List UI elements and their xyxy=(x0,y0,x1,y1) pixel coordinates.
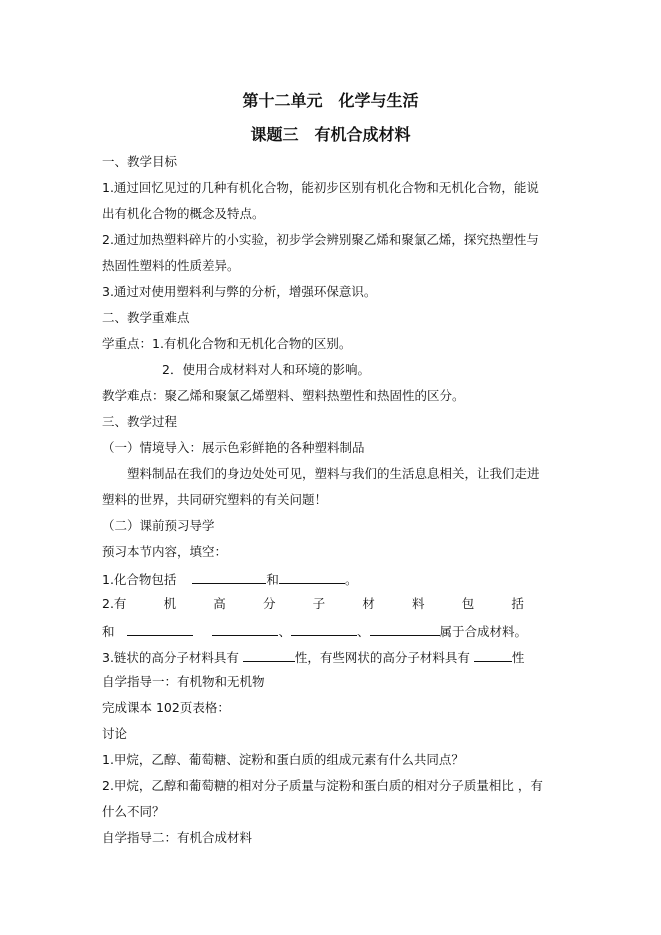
intro-paragraph-line-1: 塑料制品在我们的身边处处可见，塑料与我们的生活息息相关，让我们走进 xyxy=(127,466,540,481)
question-2-sep: 、 xyxy=(357,624,370,639)
self-study-1-task: 完成课本 102页表格： xyxy=(102,700,230,715)
key-point-1: 学重点：1.有机化合物和无机化合物的区别。 xyxy=(102,336,352,351)
fill-blank[interactable] xyxy=(192,570,266,584)
section-heading-key-points: 二、教学重难点 xyxy=(102,310,190,325)
question-2-char: 2.有 xyxy=(102,596,127,611)
self-study-2: 自学指导二：有机合成材料 xyxy=(102,830,253,845)
fill-blank[interactable] xyxy=(212,622,278,636)
question-2-char: 高 xyxy=(213,596,226,611)
question-2-end: 属于合成材料。 xyxy=(439,624,528,639)
question-1-text: 1.化合物包括 xyxy=(102,572,177,587)
difficult-point: 教学难点：聚乙烯和聚氯乙烯塑料、塑料热塑性和热固性的区分。 xyxy=(102,388,465,403)
question-2-char: 分 xyxy=(262,596,276,611)
self-study-1: 自学指导一：有机物和无机物 xyxy=(102,674,265,689)
preview-instruction: 预习本节内容，填空： xyxy=(102,544,228,559)
discussion-question-2-line-1: 2.甲烷，乙醇和葡萄糖的相对分子质量与淀粉和蛋白质的相对分子质量相比 ，有 xyxy=(102,778,543,793)
goal-2-line-2: 热固性塑料的性质差异。 xyxy=(102,258,240,273)
fill-blank[interactable] xyxy=(474,648,512,662)
question-3 xyxy=(102,648,524,666)
fill-blank[interactable] xyxy=(370,622,440,636)
discussion-question-2-line-2: 什么不同？ xyxy=(102,804,165,819)
question-2-line-1 xyxy=(102,596,524,612)
goal-1-line-1: 1.通过回忆见过的几种有机化合物，能初步区别有机化合物和无机化合物，能说 xyxy=(102,180,539,195)
fill-blank[interactable] xyxy=(279,570,345,584)
goal-2-line-1: 2.通过加热塑料碎片的小实验，初步学会辨别聚乙烯和聚氯乙烯，探究热塑性与 xyxy=(102,232,539,247)
intro-paragraph-line-2: 塑料的世界，共同研究塑料的有关问题！ xyxy=(102,492,328,507)
question-2-char: 包 xyxy=(461,596,475,611)
fill-blank[interactable] xyxy=(127,622,193,636)
question-2-char: 料 xyxy=(412,596,425,611)
key-point-2: 2．使用合成材料对人和环境的影响。 xyxy=(162,362,370,377)
section-heading-goals: 一、教学目标 xyxy=(102,154,178,169)
question-3-end: 性 xyxy=(511,650,525,665)
goal-1-line-2: 出有机化合物的概念及特点。 xyxy=(102,206,265,221)
fill-blank[interactable] xyxy=(291,622,357,636)
question-2-char: 材 xyxy=(362,596,375,611)
discussion-heading: 讨论 xyxy=(102,726,128,741)
question-2-char: 机 xyxy=(163,596,177,611)
question-2-sep: 、 xyxy=(278,624,291,639)
question-2-char: 子 xyxy=(312,596,326,611)
question-2-and: 和 xyxy=(102,624,115,639)
unit-title: 第十二单元 化学与生活 xyxy=(242,91,419,110)
question-3-mid: 性，有些网状的高分子材料具有 xyxy=(294,650,470,665)
question-1-end: 。 xyxy=(344,572,358,587)
section-heading-process: 三、教学过程 xyxy=(102,414,178,429)
question-1 xyxy=(102,570,357,588)
fill-blank[interactable] xyxy=(243,648,295,662)
question-1-and: 和 xyxy=(266,572,279,587)
question-2-line-2 xyxy=(102,622,527,640)
goal-3: 3.通过对使用塑料利与弊的分析，增强环保意识。 xyxy=(102,284,377,299)
preview-heading: （二）课前预习导学 xyxy=(102,518,215,533)
question-3-text: 3.链状的高分子材料具有 xyxy=(102,650,239,665)
lesson-title: 课题三 有机合成材料 xyxy=(250,125,411,144)
process-intro: （一）情境导入：展示色彩鲜艳的各种塑料制品 xyxy=(102,440,365,455)
discussion-question-1: 1.甲烷，乙醇、葡萄糖、淀粉和蛋白质的组成元素有什么共同点？ xyxy=(102,752,464,767)
question-2-char: 括 xyxy=(511,596,524,611)
